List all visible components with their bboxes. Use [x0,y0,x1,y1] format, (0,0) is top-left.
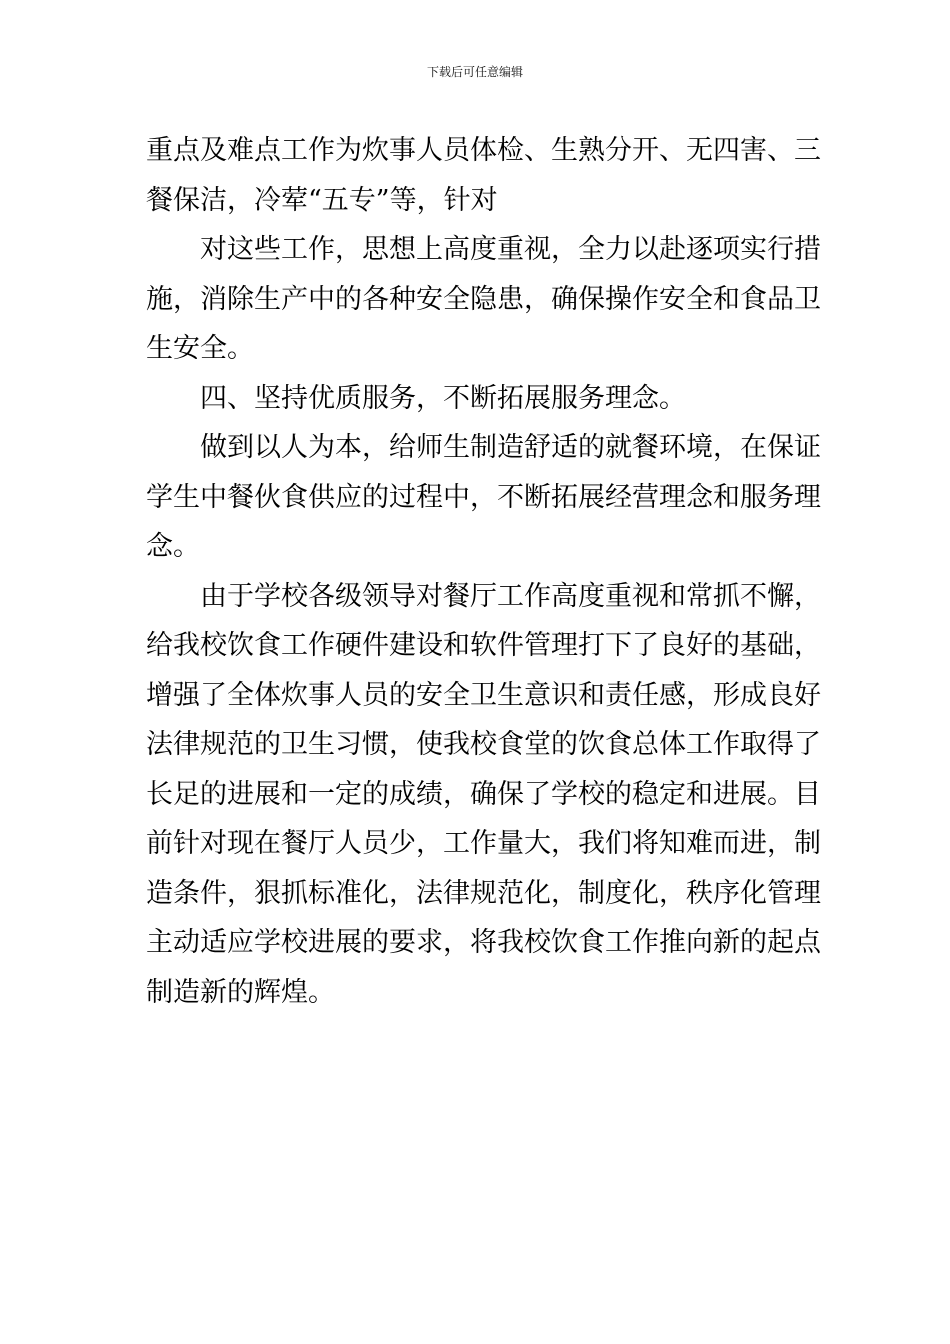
text-line: 施，消除生产中的各种安全隐患，确保操作安全和食品卫 [146,283,821,315]
text-line: 主动适应学校进展的要求，将我校饮食工作推向新的起点 [146,927,821,958]
text-line: 法律规范的卫生习惯，使我校食堂的饮食总体工作取得了 [146,729,821,760]
text-line: 造条件，狠抓标准化，法律规范化，制度化，秩序化管理 [146,877,821,909]
text-line: 做到以人为本，给师生制造舒适的就餐环境，在保证 [200,432,821,463]
text-line: 给我校饮食工作硬件建设和软件管理打下了良好的基础， [146,630,821,661]
text-line: 前针对现在餐厅人员少，工作量大，我们将知难而进，制 [146,828,821,859]
text-line: 制造新的辉煌。 [146,976,335,1008]
text-line: 对这些工作，思想上高度重视，全力以赴逐项实行措 [200,234,821,265]
section-heading: 四、坚持优质服务，不断拓展服务理念。 [200,382,686,414]
text-line: 餐保洁，冷荤“五专”等，针对 [146,184,498,216]
text-line: 长足的进展和一定的成绩，确保了学校的稳定和进展。目 [146,778,821,810]
text-line: 念。 [146,531,200,562]
text-line: 重点及难点工作为炊事人员体检、生熟分开、无四害、三 [146,135,821,166]
page-header: 下载后可任意编辑 [426,65,523,79]
text-line: 由于学校各级领导对餐厅工作高度重视和常抓不懈， [200,580,821,612]
text-line: 学生中餐伙食供应的过程中，不断拓展经营理念和服务理 [146,481,821,513]
text-line: 增强了全体炊事人员的安全卫生意识和责任感，形成良好 [146,679,821,711]
document-body [146,126,821,1017]
text-line: 生安全。 [146,333,254,364]
